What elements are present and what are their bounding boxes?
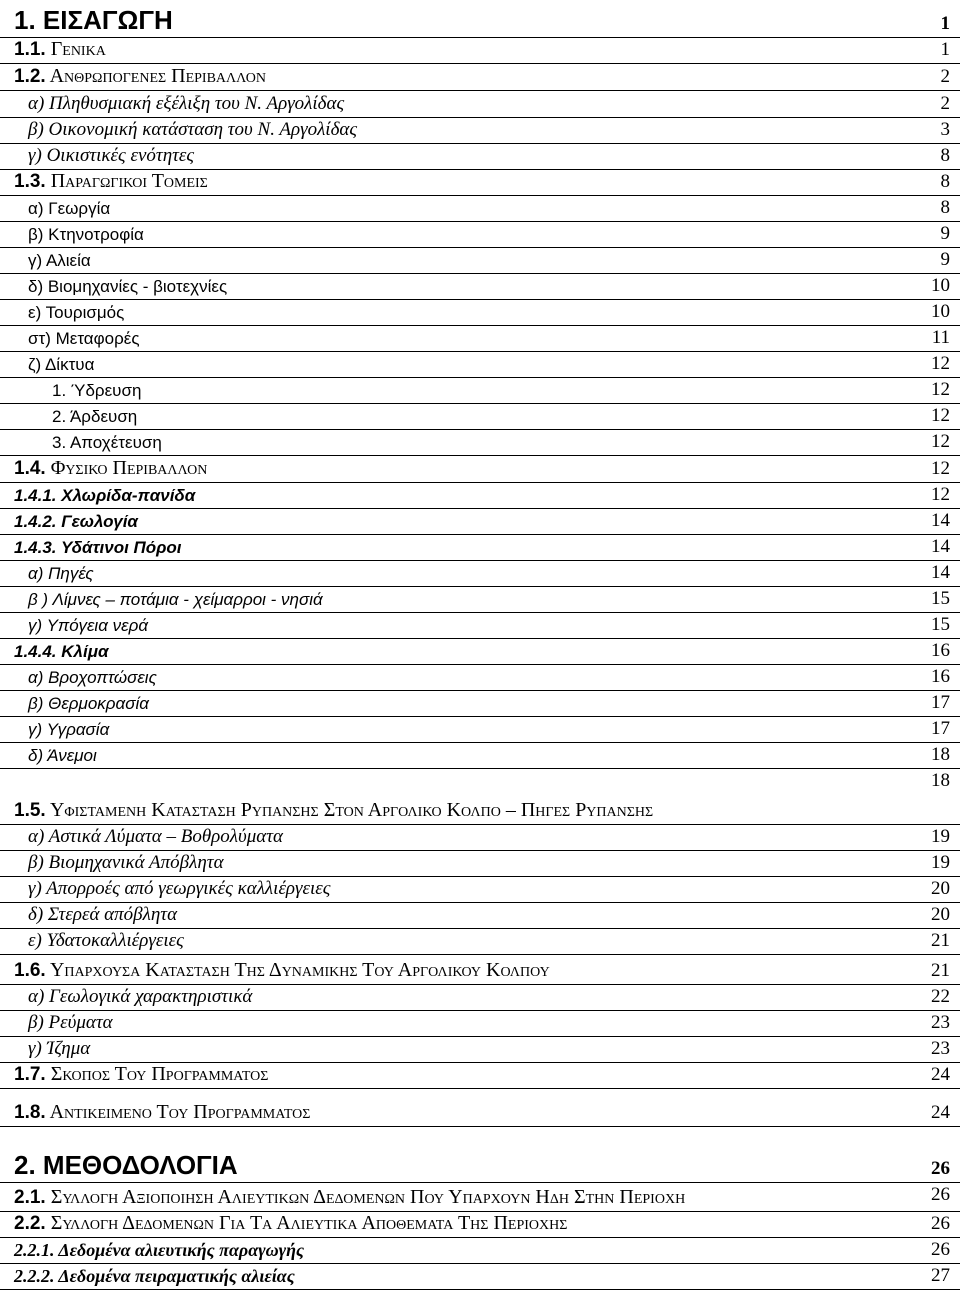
toc-entry-title: γ) Υγρασία	[28, 720, 110, 740]
toc-entry-page-number: 12	[931, 484, 950, 506]
toc-entry	[0, 903, 960, 929]
toc-entry-page-number: 9	[940, 249, 950, 271]
toc-entry-page-number: 14	[931, 562, 950, 584]
toc-entry-page-number: 3	[940, 119, 950, 141]
toc-entry-number: 1.3.	[14, 171, 46, 193]
toc-entry-page-number: 19	[931, 852, 950, 874]
toc-entry	[0, 955, 960, 985]
toc-entry	[0, 326, 960, 352]
toc-entry-page-number: 8	[940, 171, 950, 193]
toc-entry-page-number: 12	[931, 353, 950, 375]
toc-entry	[0, 1127, 960, 1183]
toc-entry-page-number: 21	[931, 930, 950, 952]
toc-entry-title: 1.4.2. Γεωλογία	[14, 512, 138, 532]
toc-entry-text: Παραγωγικοι Τομεις	[50, 170, 208, 193]
toc-entry-text: Ανθρωπογενες Περιβαλλον	[49, 65, 266, 88]
toc-entry-title: δ) Βιομηχανίες - βιοτεχνίες	[28, 277, 228, 297]
toc-entry-page-number: 8	[940, 145, 950, 167]
toc-entry-page-number: 12	[931, 405, 950, 427]
toc-entry-title: γ) Υπόγεια νερά	[28, 616, 149, 636]
toc-entry	[0, 1063, 960, 1089]
toc-entry	[0, 509, 960, 535]
toc-entry-title	[14, 65, 900, 88]
toc-entry-page-number: 20	[931, 878, 950, 900]
toc-entry-text: Σκοπος Του Προγραμματος	[50, 1063, 269, 1086]
toc-entry-title	[14, 1063, 900, 1086]
toc-entry	[0, 91, 960, 118]
toc-entry-title: α) Πηγές	[28, 564, 94, 584]
toc-entry-number: 1.2.	[14, 66, 46, 88]
toc-entry	[0, 196, 960, 222]
toc-entry-title: β) Κτηνοτροφία	[28, 225, 144, 245]
toc-entry	[0, 985, 960, 1011]
toc-entry-text: Γενικα	[50, 38, 106, 61]
toc-entry	[0, 300, 960, 326]
toc-entry	[0, 64, 960, 91]
toc-entry	[0, 274, 960, 300]
toc-entry	[0, 1212, 960, 1238]
toc-entry-title: γ) Αλιεία	[28, 251, 91, 271]
toc-entry	[0, 717, 960, 743]
toc-entry	[0, 38, 960, 64]
toc-entry-title: 1. ΕΙΣΑΓΩΓΗ	[14, 5, 173, 36]
toc-entry-page-number: 12	[931, 379, 950, 401]
toc-entry	[0, 929, 960, 955]
toc-entry-number: 1.4.	[14, 458, 46, 480]
toc-entry-page-number: 11	[931, 327, 950, 349]
toc-entry	[0, 352, 960, 378]
toc-entry-title: 1.4.1. Χλωρίδα-πανίδα	[14, 486, 196, 506]
toc-entry-page-number: 23	[931, 1012, 950, 1034]
toc-entry-title	[14, 170, 900, 193]
toc-entry	[0, 1238, 960, 1264]
toc-entry-title	[14, 1101, 900, 1124]
toc-entry-title: γ) Οικιστικές ενότητες	[28, 145, 195, 167]
toc-entry-page-number: 24	[931, 1102, 950, 1124]
toc-entry-title: 1. Ύδρευση	[52, 381, 142, 401]
toc-entry-title: α) Βροχοπτώσεις	[28, 668, 157, 688]
toc-entry-title	[14, 38, 900, 61]
toc-entry-page-number: 20	[931, 904, 950, 926]
toc-entry	[0, 877, 960, 903]
toc-entry	[0, 1037, 960, 1063]
toc-entry-page-number: 16	[931, 640, 950, 662]
toc-entry-title: 2. ΜΕΘΟΔΟΛΟΓΙΑ	[14, 1150, 238, 1181]
toc-entry-text: Φυσικο Περιβαλλον	[50, 457, 208, 480]
toc-entry-title	[14, 1186, 900, 1209]
toc-entry-title: α) Πληθυσμιακή εξέλιξη του Ν. Αργολίδας	[28, 93, 345, 115]
toc-entry-title: β) Ρεύματα	[28, 1012, 113, 1034]
toc-entry-number: 1.1.	[14, 39, 46, 61]
toc-entry-page-number: 23	[931, 1038, 950, 1060]
toc-entry-title: β) Οικονομική κατάσταση του Ν. Αργολίδας	[28, 119, 358, 141]
toc-entry-page-number: 15	[931, 614, 950, 636]
toc-entry-page-number: 1	[940, 13, 950, 35]
toc-entry-title: ζ) Δίκτυα	[28, 355, 95, 375]
toc-entry-title: 2. Άρδευση	[52, 407, 138, 427]
toc-entry-title: δ) Άνεμοι	[28, 746, 97, 766]
toc-entry-number: 1.8.	[14, 1102, 46, 1124]
toc-entry	[0, 1183, 960, 1212]
toc-entry-page-number: 10	[931, 275, 950, 297]
toc-entry-page-number: 14	[931, 510, 950, 532]
toc-entry	[0, 665, 960, 691]
toc-entry-page-number: 8	[940, 197, 950, 219]
toc-entry-title: α) Γεωργία	[28, 199, 111, 219]
toc-entry-title: ε) Τουρισμός	[28, 303, 125, 323]
toc-entry-page-number: 10	[931, 301, 950, 323]
toc-entry-page-number: 12	[931, 431, 950, 453]
toc-entry	[0, 483, 960, 509]
toc-entry	[0, 378, 960, 404]
toc-entry-title	[14, 959, 900, 982]
toc-entry-text: Αντικειμενο Του Προγραμματος	[49, 1101, 311, 1124]
toc-entry	[0, 613, 960, 639]
toc-entry-title: 3. Αποχέτευση	[52, 433, 162, 453]
toc-entry-title: 2.2.2. Δεδομένα πειραματικής αλιείας	[14, 1266, 295, 1287]
toc-entry-title: γ) Απορροές από γεωργικές καλλιέργειες	[28, 878, 331, 900]
toc-entry-title: β ) Λίμνες – ποτάμια - χείμαρροι - νησιά	[28, 590, 323, 610]
toc-entry	[0, 535, 960, 561]
toc-entry	[0, 1089, 960, 1127]
toc-entry	[0, 144, 960, 170]
toc-entry-title: β) Θερμοκρασία	[28, 694, 149, 714]
toc-entry-page-number: 18	[931, 744, 950, 766]
toc-entry-title: α) Γεωλογικά χαρακτηριστικά	[28, 986, 253, 1008]
toc-entry-page-number: 27	[931, 1265, 950, 1287]
toc-entry-title: ε) Υδατοκαλλιέργειες	[28, 930, 184, 952]
toc-entry-title	[14, 1212, 900, 1235]
toc-entry-page-number: 24	[931, 1064, 950, 1086]
toc-entry-text: Υφισταμενη Κατασταση Ρυπανσης Στον Αργολικο Κολπο – Πηγες Ρυπανσης	[49, 799, 654, 822]
toc-entry-page-number: 26	[931, 1239, 950, 1261]
toc-entry-page-number: 9	[940, 223, 950, 245]
toc-entry-page-number: 22	[931, 986, 950, 1008]
toc-entry-page-number: 26	[931, 1213, 950, 1235]
toc-entry-text: Συλλογη Δεδομενων Για Τα Αλιευτικα Αποθεματα Της Περιοχης	[50, 1212, 568, 1235]
toc-entry	[0, 825, 960, 851]
toc-entry-title: β) Βιομηχανικά Απόβλητα	[28, 852, 224, 874]
toc-entry-number: 1.5.	[14, 800, 46, 822]
toc-entry-page-number: 21	[931, 960, 950, 982]
toc-entry	[0, 639, 960, 665]
toc-entry-page-number: 19	[931, 826, 950, 848]
toc-entry	[0, 456, 960, 483]
toc-entry	[0, 170, 960, 196]
toc-entry-number: 2.1.	[14, 1187, 46, 1209]
toc-entry	[0, 248, 960, 274]
toc-entry-page-number: 2	[940, 93, 950, 115]
toc-entry-title	[14, 457, 900, 480]
toc-entry	[0, 769, 960, 825]
toc-entry	[0, 691, 960, 717]
toc-entry-page-number: 26	[931, 1184, 950, 1205]
toc-entry	[0, 222, 960, 248]
toc-entry-title: α) Αστικά Λύματα – Βοθρολύματα	[28, 826, 284, 848]
toc-entry-number: 2.2.	[14, 1213, 46, 1235]
toc-entry	[0, 0, 960, 38]
toc-entry-page-number: 17	[931, 718, 950, 740]
toc-entry	[0, 118, 960, 144]
toc-entry-title: 1.4.3. Υδάτινοι Πόροι	[14, 538, 182, 558]
toc-entry	[0, 1011, 960, 1037]
toc-entry-page-number: 18	[931, 770, 950, 791]
toc-entry	[0, 1264, 960, 1290]
toc-entry	[0, 561, 960, 587]
toc-entry	[0, 430, 960, 456]
toc-entry	[0, 587, 960, 613]
toc-entry	[0, 851, 960, 877]
toc-entry-title: 1.4.4. Κλίμα	[14, 642, 109, 662]
toc-entry-page-number: 17	[931, 692, 950, 714]
toc-entry-text: Συλλογη Αξιοποιηση Αλιευτικων Δεδομενων Που Υπαρχουν Ηδη Στην Περιοχη	[50, 1186, 686, 1209]
toc-entry-number: 1.6.	[14, 960, 46, 982]
toc-entry-text: Υπαρχουσα Κατασταση Της Δυναμικης Του Αργολικου Κολπου	[49, 959, 550, 982]
toc-entry-page-number: 1	[940, 39, 950, 61]
toc-entry-page-number: 2	[940, 66, 950, 88]
toc-entry-title	[14, 799, 900, 822]
toc-entry-page-number: 14	[931, 536, 950, 558]
toc-entry	[0, 404, 960, 430]
toc-entry-page-number: 15	[931, 588, 950, 610]
toc-entry-title: δ) Στερεά απόβλητα	[28, 904, 178, 926]
toc-entry-title: 2.2.1. Δεδομένα αλιευτικής παραγωγής	[14, 1240, 305, 1261]
toc-entry-page-number: 26	[931, 1158, 950, 1180]
toc-entry-number: 1.7.	[14, 1064, 46, 1086]
toc-entry-page-number: 16	[931, 666, 950, 688]
toc-entry	[0, 743, 960, 769]
toc-entry-page-number: 12	[931, 458, 950, 480]
toc-entry-title: γ) Ίζημα	[28, 1038, 91, 1060]
toc-entry-title: στ) Μεταφορές	[28, 329, 140, 349]
